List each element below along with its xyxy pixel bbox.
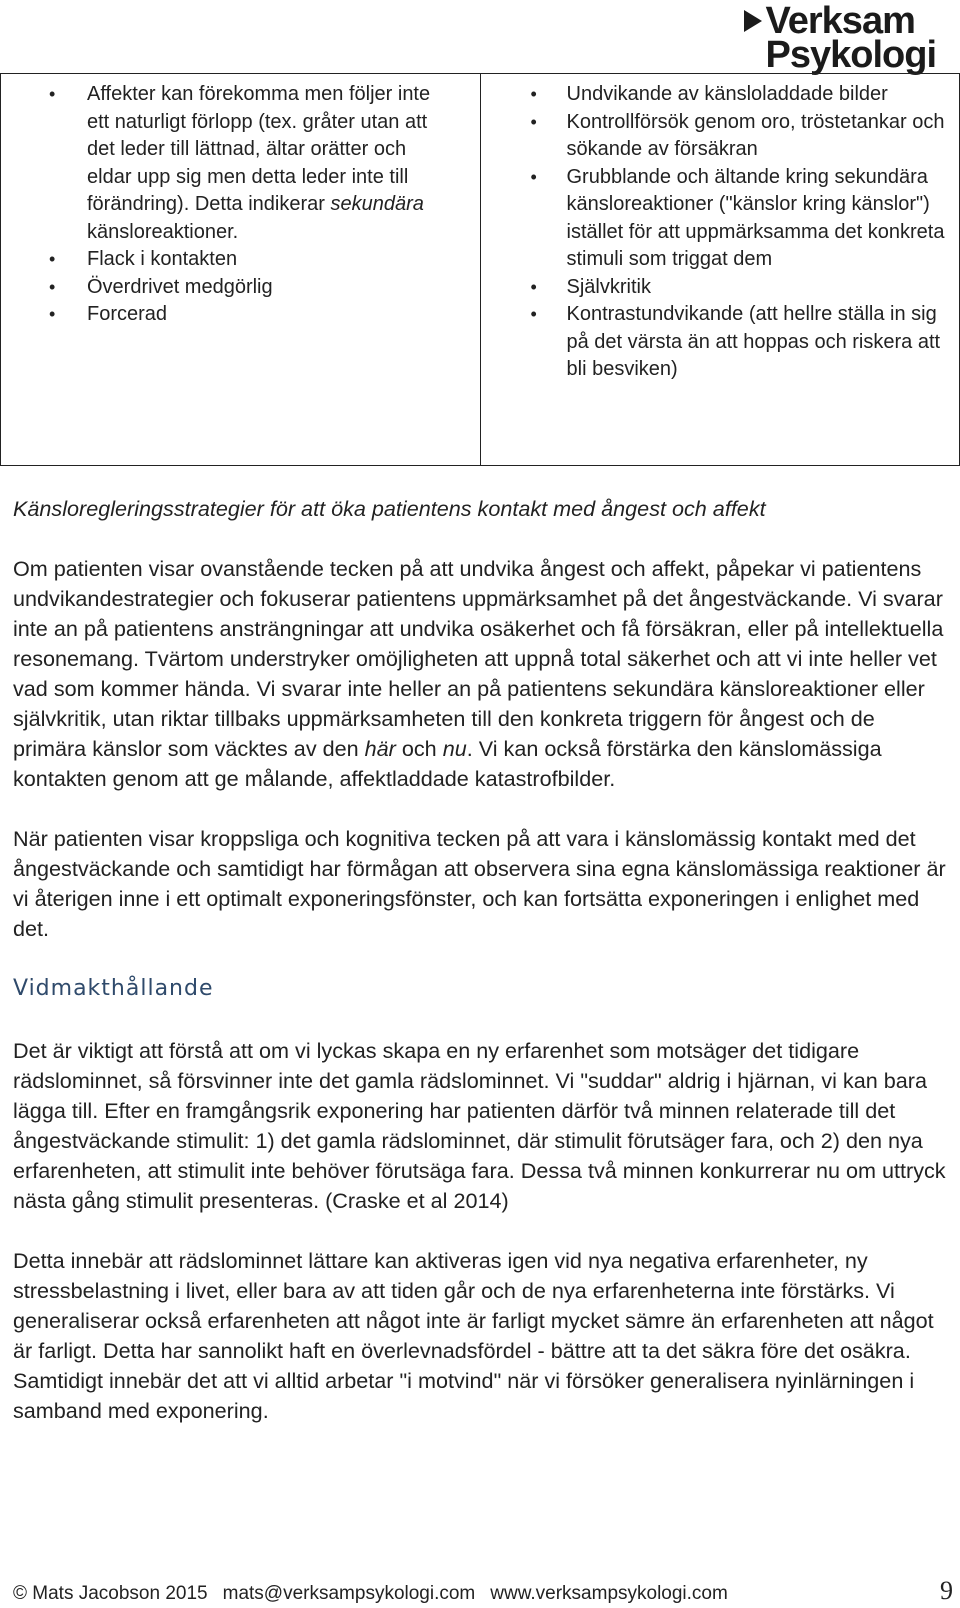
list-item: • Grubblande och ältande kring sekundära känsloreaktioner ("känslor kring känslor") istället för att uppmärksamma det konkreta stimuli som triggat dem (521, 164, 950, 274)
list-item: • Affekter kan förekomma men följer inte ett naturligt förlopp (tex. gråter utan att det leder till lättnad, ältar orätter och eldar upp sig men detta leder inte till förändring). Detta indikerar sekundära känsloreaktioner. (41, 81, 456, 246)
logo-line-1: Verksam (765, 0, 915, 42)
list-item: • Kontrastundvikande (att hellre ställa in sig på det värsta än att hoppas och riskera att bli besviken) (521, 301, 950, 384)
footer-website: www.verksampsykologi.com (490, 1583, 728, 1604)
main-content (13, 494, 953, 1426)
paragraph: Om patienten visar ovanstående tecken på att undvika ångest och affekt, påpekar vi patientens undvikandestrategier och fokuserar patientens uppmärksamhet på det ångestväckande. Vi svarar inte an på patientens ansträngningar att undvika osäkerhet och få försäkran, eller på intellektuella resonemang. Tvärtom understryker omöjligheten att uppnå total säkerhet och att vi inte heller vet vad som kommer hända. Vi svarar inte heller an på patientens sekundära känsloreaktioner eller självkritik, utan riktar tillbaks uppmärksamheten till den konkreta triggern för ångest och de primära känslor som väcktes av den här och nu. Vi kan också förstärka den känslomässiga kontakten genom att ge målande, affektladdade katastrofbilder. (13, 556, 944, 791)
emphasis: sekundära (330, 193, 424, 215)
footer (13, 1576, 953, 1606)
left-column (1, 74, 481, 466)
list-item: • Undvikande av känsloladdade bilder (521, 81, 950, 109)
brand-logo (744, 0, 937, 76)
page-number: 9 (940, 1576, 953, 1605)
signs-table (0, 73, 960, 466)
right-column (480, 74, 960, 466)
paragraph: Det är viktigt att förstå att om vi lyckas skapa en ny erfarenhet som motsäger det tidigare rädslominnet, så försvinner inte det gamla rädslominnet. Vi "suddar" aldrig i hjärnan, vi kan bara lägga till. Efter en framgångsrik exponering har patienten därför två minnen relaterade till det ångestväckande stimulit: 1) det gamla rädslominnet, där stimulit förutsäger fara, och 2) den nya erfarenheten, att stimulit inte behöver förutsäga fara. Dessa två minnen konkurrerar nu om uttryck nästa gång stimulit presenteras. (Craske et al 2014) (13, 1038, 946, 1213)
footer-email: mats@verksampsykologi.com (222, 1583, 476, 1604)
play-arrow-icon (744, 10, 762, 32)
list-item: • Kontrollförsök genom oro, tröstetankar och sökande av försäkran (521, 109, 950, 164)
list-item: • Överdrivet medgörlig (41, 274, 456, 302)
paragraph: När patienten visar kroppsliga och kognitiva tecken på att vara i känslomässig kontakt med det ångestväckande och samtidigt har förmågan att observera sina egna känslomässiga reaktioner är vi återigen inne i ett optimalt exponeringsfönster, och kan fortsätta exponeringen i enlighet med det. (13, 826, 946, 941)
list-item: • Forcerad (41, 301, 456, 329)
section-title: Vidmakthållande (13, 976, 214, 1001)
right-bullet-list (481, 74, 960, 384)
logo-line-2: Psykologi (765, 34, 936, 76)
list-item: • Flack i kontakten (41, 246, 456, 274)
paragraph: Detta innebär att rädslominnet lättare kan aktiveras igen vid nya negativa erfarenheter, ny stressbelastning i livet, eller bara av att tiden går och de nya erfarenheterna inte förstärks. Vi generaliserar också erfarenheten att något inte är farligt mycket sämre än erfarenheten att något är farligt. Detta har sannolikt haft en överlevnadsfördel - bättre att ta det säkra före det osäkra. Samtidigt innebär det att vi alltid arbetar "i motvind" när vi försöker generalisera nyinlärningen i samband med exponering. (13, 1248, 934, 1423)
left-bullet-list (1, 74, 480, 329)
list-item: • Självkritik (521, 274, 950, 302)
copyright: © Mats Jacobson 2015 (13, 1583, 208, 1604)
subheading: Känsloregleringsstrategier för att öka patientens kontakt med ångest och affekt (13, 496, 766, 521)
